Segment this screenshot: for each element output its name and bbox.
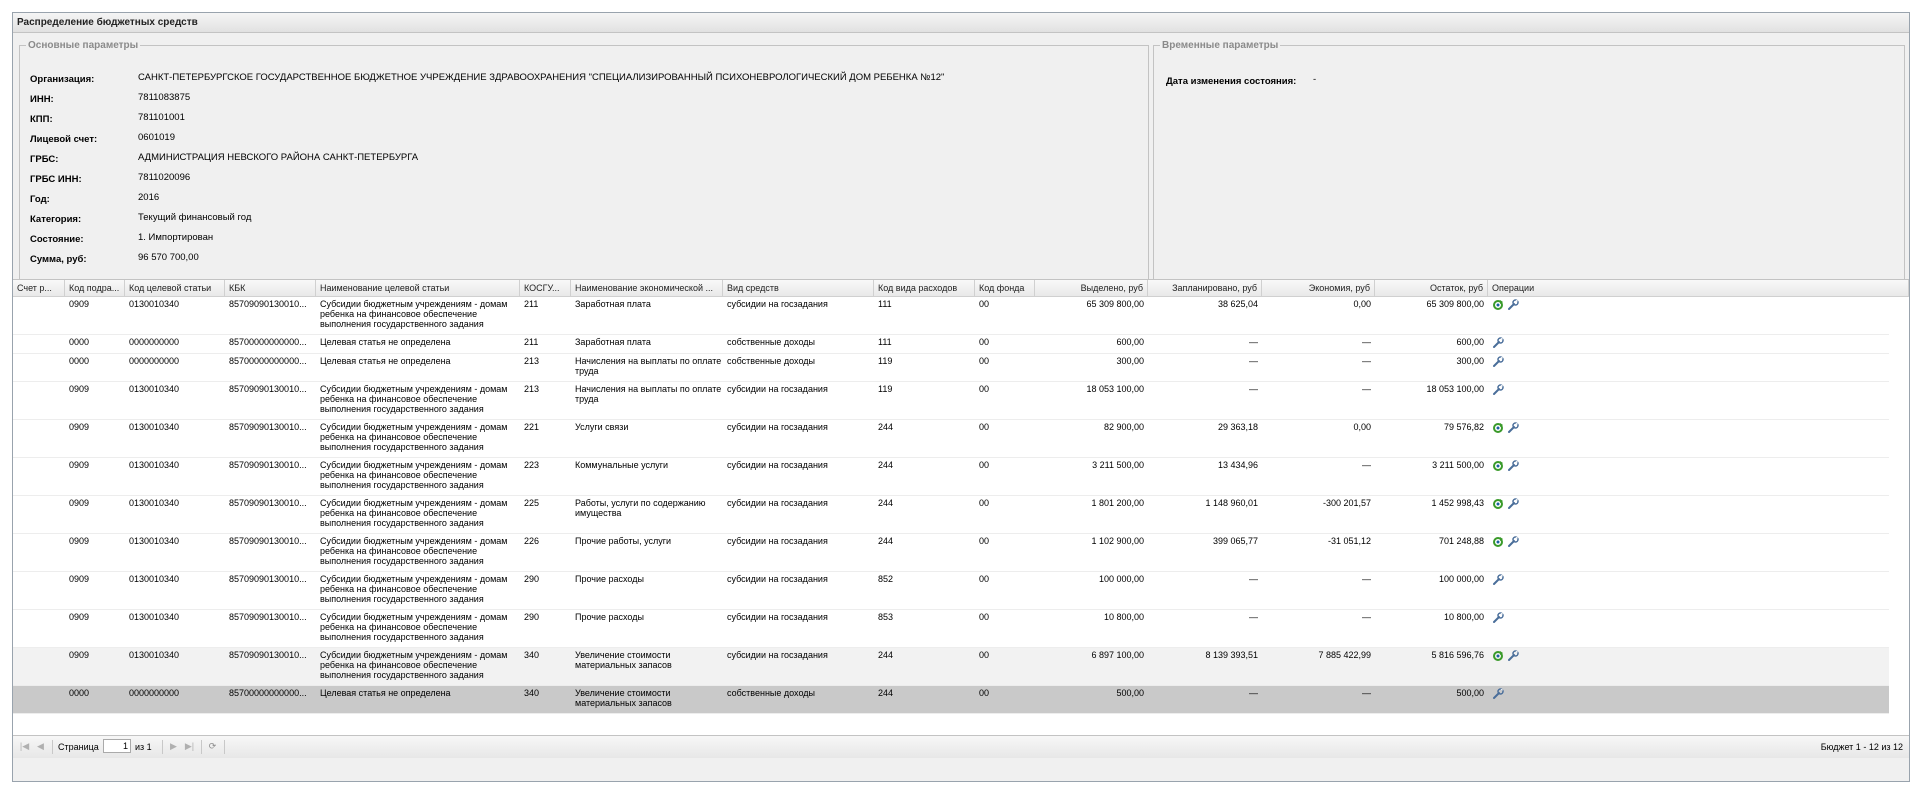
column-header-target-name[interactable]: Наименование целевой статьи bbox=[316, 280, 520, 296]
cell-savings: — bbox=[1362, 337, 1371, 347]
cell-podr: 0909 bbox=[69, 384, 90, 394]
field-grbs-label: ГРБС: bbox=[30, 154, 59, 165]
toolbar-separator bbox=[201, 740, 202, 754]
column-header-savings[interactable]: Экономия, руб bbox=[1262, 280, 1375, 296]
cell-fund-code: 00 bbox=[979, 498, 990, 508]
cell-target-code: 0130010340 bbox=[129, 384, 180, 394]
cell-funds-type: субсидии на госзадания bbox=[727, 650, 828, 660]
cell-target-code: 0130010340 bbox=[129, 422, 180, 432]
column-header-remaining[interactable]: Остаток, руб bbox=[1375, 280, 1488, 296]
cell-target-name: Целевая статья не определена bbox=[320, 688, 451, 698]
cell-target-code: 0000000000 bbox=[129, 688, 180, 698]
grid-body bbox=[13, 297, 1889, 714]
cell-savings: — bbox=[1362, 384, 1371, 394]
field-grbs-inn-value: 7811020096 bbox=[138, 172, 191, 183]
table-row[interactable] bbox=[13, 458, 1889, 496]
cell-kbk: 85709090130010... bbox=[229, 498, 307, 508]
row-operations bbox=[1492, 498, 1519, 510]
wrench-icon[interactable] bbox=[1507, 460, 1519, 472]
cell-target-name: Целевая статья не определена bbox=[320, 356, 451, 366]
cell-expense-code: 852 bbox=[878, 574, 894, 584]
page-count-label: из 1 bbox=[135, 742, 152, 752]
main-params-legend: Основные параметры bbox=[28, 40, 139, 51]
wrench-icon[interactable] bbox=[1507, 299, 1519, 311]
cell-planned: 1 148 960,01 bbox=[1205, 498, 1258, 508]
wrench-icon[interactable] bbox=[1507, 422, 1519, 434]
cell-podr: 0909 bbox=[69, 460, 90, 470]
cell-podr: 0909 bbox=[69, 612, 90, 622]
cell-allocated: 600,00 bbox=[1116, 337, 1144, 347]
cell-target-name: Субсидии бюджетным учреждениям - домам ребенка на финансовое обеспечение выполнения государственного задания bbox=[320, 536, 508, 566]
cell-kbk: 85709090130010... bbox=[229, 612, 307, 622]
field-kpp-label: КПП: bbox=[30, 114, 53, 125]
column-header-account[interactable]: Счет р... bbox=[13, 280, 65, 296]
cell-target-name: Субсидии бюджетным учреждениям - домам ребенка на финансовое обеспечение выполнения государственного задания bbox=[320, 650, 508, 680]
wrench-icon[interactable] bbox=[1492, 337, 1504, 349]
column-header-kosgu[interactable]: КОСГУ... bbox=[520, 280, 571, 296]
budget-grid bbox=[13, 279, 1909, 758]
wrench-icon[interactable] bbox=[1492, 384, 1504, 396]
cell-expense-code: 244 bbox=[878, 498, 894, 508]
cell-savings: — bbox=[1362, 574, 1371, 584]
cell-allocated: 82 900,00 bbox=[1103, 422, 1144, 432]
row-operations bbox=[1492, 337, 1504, 349]
cell-allocated: 1 102 900,00 bbox=[1091, 536, 1144, 546]
cell-kbk: 85709090130010... bbox=[229, 299, 307, 309]
cell-savings: — bbox=[1362, 688, 1371, 698]
prev-page-button[interactable]: ◀ bbox=[37, 741, 44, 751]
cell-savings: 7 885 422,99 bbox=[1318, 650, 1371, 660]
cell-podr: 0909 bbox=[69, 536, 90, 546]
cell-podr: 0909 bbox=[69, 498, 90, 508]
cell-savings: — bbox=[1362, 356, 1371, 366]
cell-planned: 29 363,18 bbox=[1217, 422, 1258, 432]
column-header-allocated[interactable]: Выделено, руб bbox=[1035, 280, 1148, 296]
budget-distribution-panel bbox=[12, 12, 1910, 782]
table-row[interactable] bbox=[13, 534, 1889, 572]
cell-funds-type: субсидии на госзадания bbox=[727, 422, 828, 432]
cell-econ-name: Начисления на выплаты по оплате труда bbox=[575, 356, 722, 376]
cell-remaining: 5 816 596,76 bbox=[1431, 650, 1484, 660]
cell-expense-code: 244 bbox=[878, 422, 894, 432]
cell-funds-type: субсидии на госзадания bbox=[727, 498, 828, 508]
paging-toolbar bbox=[13, 735, 1909, 758]
row-operations bbox=[1492, 612, 1504, 624]
cell-funds-type: субсидии на госзадания bbox=[727, 384, 828, 394]
cell-target-name: Субсидии бюджетным учреждениям - домам ребенка на финансовое обеспечение выполнения государственного задания bbox=[320, 498, 508, 528]
cell-fund-code: 00 bbox=[979, 688, 990, 698]
field-state-value: 1. Импортирован bbox=[138, 232, 214, 243]
cell-savings: — bbox=[1362, 612, 1371, 622]
cell-allocated: 18 053 100,00 bbox=[1086, 384, 1144, 394]
cell-target-code: 0000000000 bbox=[129, 337, 180, 347]
refresh-plan-icon[interactable] bbox=[1492, 498, 1504, 510]
cell-econ-name: Работы, услуги по содержанию имущества bbox=[575, 498, 706, 518]
temp-params-fieldset bbox=[1153, 40, 1905, 284]
cell-econ-name: Услуги связи bbox=[575, 422, 629, 432]
cell-funds-type: собственные доходы bbox=[727, 337, 815, 347]
cell-planned: — bbox=[1249, 337, 1258, 347]
cell-planned: 38 625,04 bbox=[1217, 299, 1258, 309]
cell-econ-name: Заработная плата bbox=[575, 337, 651, 347]
field-kpp-value: 781101001 bbox=[138, 112, 185, 123]
row-operations bbox=[1492, 384, 1504, 396]
table-row[interactable] bbox=[13, 354, 1889, 382]
column-header-funds-type[interactable]: Вид средств bbox=[723, 280, 874, 296]
cell-planned: 399 065,77 bbox=[1212, 536, 1258, 546]
table-row[interactable] bbox=[13, 572, 1889, 610]
cell-podr: 0000 bbox=[69, 337, 90, 347]
cell-planned: — bbox=[1249, 384, 1258, 394]
table-row[interactable] bbox=[13, 648, 1889, 686]
panel-title: Распределение бюджетных средств bbox=[17, 17, 198, 28]
cell-funds-type: субсидии на госзадания bbox=[727, 612, 828, 622]
cell-podr: 0909 bbox=[69, 574, 90, 584]
cell-expense-code: 111 bbox=[878, 299, 892, 309]
cell-remaining: 3 211 500,00 bbox=[1432, 460, 1484, 470]
cell-fund-code: 00 bbox=[979, 536, 990, 546]
cell-kbk: 85709090130010... bbox=[229, 422, 307, 432]
cell-kbk: 85700000000000... bbox=[229, 356, 307, 366]
cell-remaining: 79 576,82 bbox=[1443, 422, 1484, 432]
cell-kosgu: 340 bbox=[524, 688, 540, 698]
refresh-plan-icon[interactable] bbox=[1492, 299, 1504, 311]
cell-planned: 13 434,96 bbox=[1217, 460, 1258, 470]
wrench-icon[interactable] bbox=[1507, 536, 1519, 548]
table-row[interactable] bbox=[13, 496, 1889, 534]
cell-kbk: 85709090130010... bbox=[229, 574, 307, 584]
column-header-podr[interactable]: Код подра... bbox=[65, 280, 125, 296]
cell-allocated: 65 309 800,00 bbox=[1086, 299, 1144, 309]
cell-allocated: 6 897 100,00 bbox=[1091, 650, 1144, 660]
cell-kbk: 85709090130010... bbox=[229, 650, 307, 660]
row-operations bbox=[1492, 299, 1519, 311]
cell-podr: 0909 bbox=[69, 650, 90, 660]
panel-header bbox=[13, 13, 1909, 33]
column-header-kbk[interactable]: КБК bbox=[225, 280, 316, 296]
cell-podr: 0000 bbox=[69, 688, 90, 698]
cell-target-code: 0000000000 bbox=[129, 356, 180, 366]
cell-econ-name: Прочие работы, услуги bbox=[575, 536, 672, 546]
page-number-input[interactable] bbox=[103, 739, 131, 753]
field-organization-label: Организация: bbox=[30, 74, 95, 85]
column-header-fund-code[interactable]: Код фонда bbox=[975, 280, 1035, 296]
cell-remaining: 701 248,88 bbox=[1438, 536, 1484, 546]
cell-podr: 0000 bbox=[69, 356, 90, 366]
cell-econ-name: Увеличение стоимости материальных запасов bbox=[575, 650, 672, 670]
cell-remaining: 18 053 100,00 bbox=[1426, 384, 1484, 394]
cell-kosgu: 226 bbox=[524, 536, 540, 546]
field-account-label: Лицевой счет: bbox=[30, 134, 98, 145]
field-sum-value: 96 570 700,00 bbox=[138, 252, 199, 263]
column-header-target-code[interactable]: Код целевой статьи bbox=[125, 280, 225, 296]
paging-status: Бюджет 1 - 12 из 12 bbox=[1820, 742, 1903, 752]
cell-kosgu: 211 bbox=[524, 337, 539, 347]
wrench-icon[interactable] bbox=[1507, 650, 1519, 662]
field-account-value: 0601019 bbox=[138, 132, 175, 143]
cell-kosgu: 213 bbox=[524, 384, 540, 394]
cell-remaining: 600,00 bbox=[1456, 337, 1484, 347]
wrench-icon[interactable] bbox=[1507, 498, 1519, 510]
cell-target-name: Целевая статья не определена bbox=[320, 337, 451, 347]
cell-remaining: 10 800,00 bbox=[1443, 612, 1484, 622]
refresh-plan-icon[interactable] bbox=[1492, 460, 1504, 472]
cell-kbk: 85709090130010... bbox=[229, 536, 307, 546]
first-page-button[interactable]: |◀ bbox=[19, 741, 30, 751]
cell-savings: — bbox=[1362, 460, 1371, 470]
cell-econ-name: Прочие расходы bbox=[575, 612, 644, 622]
cell-allocated: 10 800,00 bbox=[1103, 612, 1144, 622]
cell-allocated: 500,00 bbox=[1116, 688, 1144, 698]
cell-target-code: 0130010340 bbox=[129, 536, 180, 546]
cell-fund-code: 00 bbox=[979, 650, 990, 660]
cell-funds-type: субсидии на госзадания bbox=[727, 299, 828, 309]
grid-header bbox=[13, 280, 1909, 297]
cell-remaining: 500,00 bbox=[1456, 688, 1484, 698]
cell-target-name: Субсидии бюджетным учреждениям - домам ребенка на финансовое обеспечение выполнения государственного задания bbox=[320, 299, 508, 329]
cell-savings: -31 051,12 bbox=[1327, 536, 1371, 546]
cell-planned: — bbox=[1249, 612, 1258, 622]
cell-planned: 8 139 393,51 bbox=[1205, 650, 1258, 660]
cell-fund-code: 00 bbox=[979, 574, 990, 584]
row-operations bbox=[1492, 574, 1504, 586]
page-label: Страница bbox=[58, 742, 99, 752]
row-operations bbox=[1492, 536, 1519, 548]
cell-fund-code: 00 bbox=[979, 460, 990, 470]
cell-kosgu: 225 bbox=[524, 498, 540, 508]
cell-expense-code: 244 bbox=[878, 650, 894, 660]
cell-kbk: 85700000000000... bbox=[229, 688, 307, 698]
cell-expense-code: 244 bbox=[878, 688, 894, 698]
cell-econ-name: Прочие расходы bbox=[575, 574, 644, 584]
cell-econ-name: Заработная плата bbox=[575, 299, 651, 309]
cell-fund-code: 00 bbox=[979, 612, 990, 622]
toolbar-separator bbox=[52, 740, 53, 754]
wrench-icon[interactable] bbox=[1492, 688, 1504, 700]
field-state-label: Состояние: bbox=[30, 234, 84, 245]
column-header-expense-code[interactable]: Код вида расходов bbox=[874, 280, 975, 296]
cell-kosgu: 223 bbox=[524, 460, 540, 470]
cell-target-code: 0130010340 bbox=[129, 574, 180, 584]
cell-funds-type: субсидии на госзадания bbox=[727, 460, 828, 470]
cell-kosgu: 213 bbox=[524, 356, 540, 366]
table-row[interactable] bbox=[13, 297, 1889, 335]
cell-podr: 0909 bbox=[69, 422, 90, 432]
table-row[interactable] bbox=[13, 335, 1889, 354]
cell-kosgu: 290 bbox=[524, 612, 540, 622]
main-params-fieldset bbox=[19, 40, 1149, 284]
cell-kosgu: 290 bbox=[524, 574, 540, 584]
field-inn-label: ИНН: bbox=[30, 94, 54, 105]
table-row[interactable] bbox=[13, 420, 1889, 458]
cell-kbk: 85709090130010... bbox=[229, 384, 307, 394]
row-operations bbox=[1492, 688, 1504, 700]
cell-fund-code: 00 bbox=[979, 422, 990, 432]
cell-fund-code: 00 bbox=[979, 299, 990, 309]
cell-remaining: 300,00 bbox=[1456, 356, 1484, 366]
refresh-plan-icon[interactable] bbox=[1492, 536, 1504, 548]
cell-target-name: Субсидии бюджетным учреждениям - домам ребенка на финансовое обеспечение выполнения государственного задания bbox=[320, 460, 508, 490]
cell-fund-code: 00 bbox=[979, 356, 990, 366]
field-year-label: Год: bbox=[30, 194, 50, 205]
cell-expense-code: 111 bbox=[878, 337, 892, 347]
column-header-planned[interactable]: Запланировано, руб bbox=[1148, 280, 1262, 296]
cell-planned: — bbox=[1249, 356, 1258, 366]
column-header-operations[interactable]: Операции bbox=[1488, 280, 1909, 296]
wrench-icon[interactable] bbox=[1492, 356, 1504, 368]
table-row[interactable] bbox=[13, 686, 1889, 714]
temp-params-legend: Временные параметры bbox=[1162, 40, 1279, 51]
cell-allocated: 300,00 bbox=[1116, 356, 1144, 366]
cell-allocated: 1 801 200,00 bbox=[1091, 498, 1144, 508]
next-page-button[interactable]: ▶ bbox=[170, 741, 177, 751]
cell-remaining: 100 000,00 bbox=[1438, 574, 1484, 584]
refresh-grid-icon[interactable]: ⟳ bbox=[208, 741, 217, 751]
field-category-label: Категория: bbox=[30, 214, 82, 225]
wrench-icon[interactable] bbox=[1492, 574, 1504, 586]
wrench-icon[interactable] bbox=[1492, 612, 1504, 624]
cell-expense-code: 244 bbox=[878, 460, 894, 470]
cell-econ-name: Начисления на выплаты по оплате труда bbox=[575, 384, 722, 404]
field-year-value: 2016 bbox=[138, 192, 160, 203]
cell-kosgu: 211 bbox=[524, 299, 539, 309]
cell-target-code: 0130010340 bbox=[129, 299, 180, 309]
table-row[interactable] bbox=[13, 610, 1889, 648]
field-sum-label: Сумма, руб: bbox=[30, 254, 87, 265]
cell-expense-code: 119 bbox=[878, 384, 893, 394]
cell-econ-name: Увеличение стоимости материальных запасов bbox=[575, 688, 672, 708]
cell-target-name: Субсидии бюджетным учреждениям - домам ребенка на финансовое обеспечение выполнения государственного задания bbox=[320, 612, 508, 642]
cell-kbk: 85700000000000... bbox=[229, 337, 307, 347]
cell-target-code: 0130010340 bbox=[129, 460, 180, 470]
cell-savings: -300 201,57 bbox=[1322, 498, 1371, 508]
state-change-date-value: - bbox=[1313, 74, 1317, 85]
refresh-plan-icon[interactable] bbox=[1492, 650, 1504, 662]
cell-funds-type: собственные доходы bbox=[727, 356, 815, 366]
cell-fund-code: 00 bbox=[979, 384, 990, 394]
cell-expense-code: 853 bbox=[878, 612, 894, 622]
field-grbs-inn-label: ГРБС ИНН: bbox=[30, 174, 82, 185]
cell-remaining: 1 452 998,43 bbox=[1431, 498, 1484, 508]
cell-target-name: Субсидии бюджетным учреждениям - домам ребенка на финансовое обеспечение выполнения государственного задания bbox=[320, 422, 508, 452]
cell-target-code: 0130010340 bbox=[129, 650, 180, 660]
toolbar-separator bbox=[162, 740, 163, 754]
cell-kosgu: 221 bbox=[524, 422, 540, 432]
field-organization-value: САНКТ-ПЕТЕРБУРГСКОЕ ГОСУДАРСТВЕННОЕ БЮДЖЕТНОЕ УЧРЕЖДЕНИЕ ЗДРАВООХРАНЕНИЯ "СПЕЦИАЛИЗИРОВАННЫЙ ПСИХОНЕВРОЛОГИЧЕСКИЙ ДОМ РЕБЕНКА №12" bbox=[138, 72, 945, 83]
cell-savings: 0,00 bbox=[1353, 422, 1371, 432]
cell-econ-name: Коммунальные услуги bbox=[575, 460, 669, 470]
cell-target-code: 0130010340 bbox=[129, 612, 180, 622]
column-header-econ-name[interactable]: Наименование экономической ... bbox=[571, 280, 723, 296]
cell-allocated: 100 000,00 bbox=[1098, 574, 1144, 584]
row-operations bbox=[1492, 460, 1519, 472]
table-row[interactable] bbox=[13, 382, 1889, 420]
cell-target-code: 0130010340 bbox=[129, 498, 180, 508]
row-operations bbox=[1492, 650, 1519, 662]
state-change-date-label: Дата изменения состояния: bbox=[1166, 76, 1297, 87]
cell-remaining: 65 309 800,00 bbox=[1426, 299, 1484, 309]
field-grbs-value: АДМИНИСТРАЦИЯ НЕВСКОГО РАЙОНА САНКТ-ПЕТЕРБУРГА bbox=[138, 152, 419, 163]
toolbar-separator bbox=[224, 740, 225, 754]
refresh-plan-icon[interactable] bbox=[1492, 422, 1504, 434]
cell-planned: — bbox=[1249, 688, 1258, 698]
field-category-value: Текущий финансовый год bbox=[138, 212, 252, 223]
cell-kbk: 85709090130010... bbox=[229, 460, 307, 470]
cell-podr: 0909 bbox=[69, 299, 90, 309]
cell-fund-code: 00 bbox=[979, 337, 990, 347]
cell-funds-type: субсидии на госзадания bbox=[727, 574, 828, 584]
cell-expense-code: 119 bbox=[878, 356, 893, 366]
cell-funds-type: субсидии на госзадания bbox=[727, 536, 828, 546]
cell-target-name: Субсидии бюджетным учреждениям - домам ребенка на финансовое обеспечение выполнения государственного задания bbox=[320, 384, 508, 414]
cell-expense-code: 244 bbox=[878, 536, 894, 546]
cell-planned: — bbox=[1249, 574, 1258, 584]
cell-funds-type: собственные доходы bbox=[727, 688, 815, 698]
last-page-button[interactable]: ▶| bbox=[184, 741, 195, 751]
cell-savings: 0,00 bbox=[1353, 299, 1371, 309]
row-operations bbox=[1492, 422, 1519, 434]
row-operations bbox=[1492, 356, 1504, 368]
field-inn-value: 7811083875 bbox=[138, 92, 191, 103]
cell-target-name: Субсидии бюджетным учреждениям - домам ребенка на финансовое обеспечение выполнения государственного задания bbox=[320, 574, 508, 604]
cell-allocated: 3 211 500,00 bbox=[1092, 460, 1144, 470]
cell-kosgu: 340 bbox=[524, 650, 540, 660]
